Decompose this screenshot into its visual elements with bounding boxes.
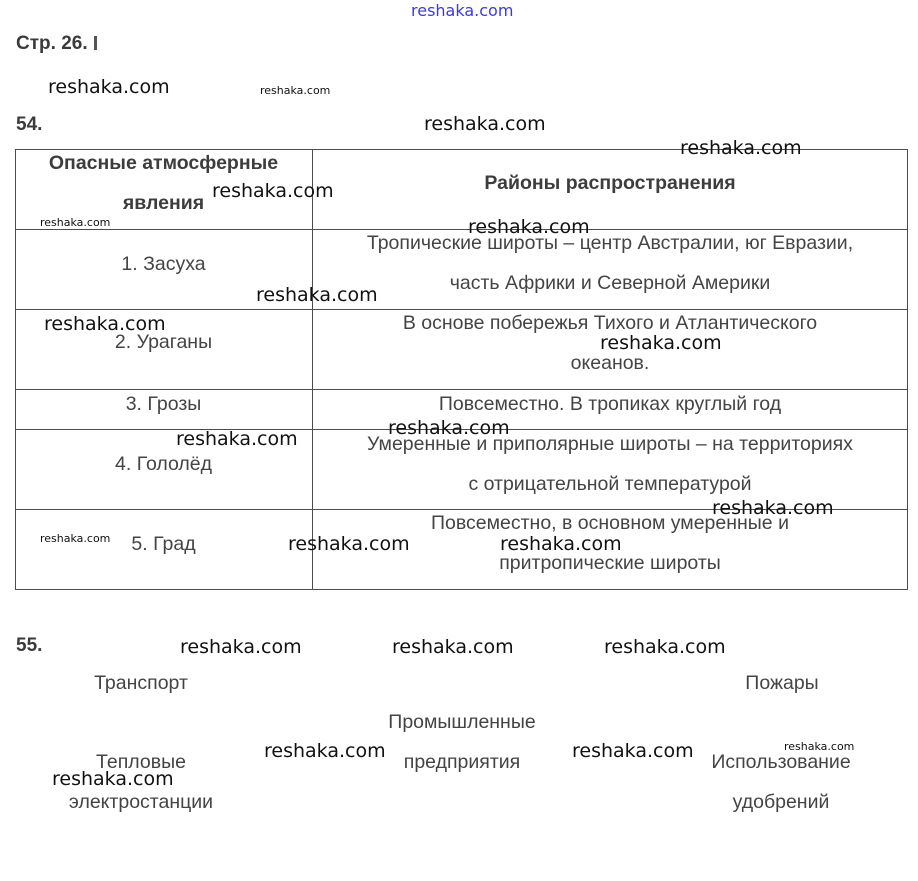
source-transport: Транспорт <box>94 672 188 694</box>
row-2-regions: В основе побережья Тихого и Атлантического океанов. <box>402 312 818 374</box>
table-header-regions: Районы распространения <box>484 172 736 194</box>
watermark: reshaka.com <box>784 740 855 753</box>
watermark: reshaka.com <box>468 216 590 238</box>
source-fires: Пожары <box>745 672 819 694</box>
watermark: reshaka.com <box>40 216 111 229</box>
site-header-link[interactable]: reshaka.com <box>411 1 514 20</box>
watermark: reshaka.com <box>500 533 622 555</box>
watermark: reshaka.com <box>604 636 726 658</box>
watermark: reshaka.com <box>572 740 694 762</box>
source-fertilizers: Использование удобрений <box>711 751 851 813</box>
watermark: reshaka.com <box>288 533 410 555</box>
task-54-number: 54. <box>16 114 43 135</box>
row-1-phenomenon: 1. Засуха <box>121 253 206 275</box>
row-5-regions: Повсеместно, в основном умеренные и притропические широты <box>431 512 789 574</box>
watermark: reshaka.com <box>40 532 111 545</box>
row-2-phenomenon: 2. Ураганы <box>114 331 213 353</box>
task-55-number: 55. <box>16 635 43 656</box>
watermark: reshaka.com <box>48 76 170 98</box>
watermark: reshaka.com <box>180 636 302 658</box>
watermark: reshaka.com <box>260 84 331 97</box>
watermark: reshaka.com <box>44 313 166 335</box>
watermark: reshaka.com <box>176 428 298 450</box>
row-5-phenomenon: 5. Град <box>131 533 196 555</box>
watermark: reshaka.com <box>600 332 722 354</box>
watermark: reshaka.com <box>256 284 378 306</box>
row-3-regions: Повсеместно. В тропиках круглый год <box>438 393 782 415</box>
watermark: reshaka.com <box>712 497 834 519</box>
source-industry: Промышленные предприятия <box>388 711 536 773</box>
watermark: reshaka.com <box>424 113 546 135</box>
watermark: reshaka.com <box>680 137 802 159</box>
source-thermal-plants: Тепловые электростанции <box>68 751 214 813</box>
page-reference: Стр. 26. <box>16 33 97 55</box>
watermark: reshaka.com <box>392 636 514 658</box>
watermark: reshaka.com <box>52 768 174 790</box>
table-header-phenomena: Опасные атмосферные явления <box>48 152 279 214</box>
watermark: reshaka.com <box>264 740 386 762</box>
row-4-regions: Умеренные и приполярные широты – на территориях с отрицательной температурой <box>367 433 853 495</box>
watermark: reshaka.com <box>212 180 334 202</box>
row-1-regions: Тропические широты – центр Австралии, юг Евразии, часть Африки и Северной Америки <box>366 232 854 294</box>
watermark: reshaka.com <box>388 417 510 439</box>
row-3-phenomenon: 3. Грозы <box>125 393 202 415</box>
row-4-phenomenon: 4. Гололёд <box>115 453 212 475</box>
